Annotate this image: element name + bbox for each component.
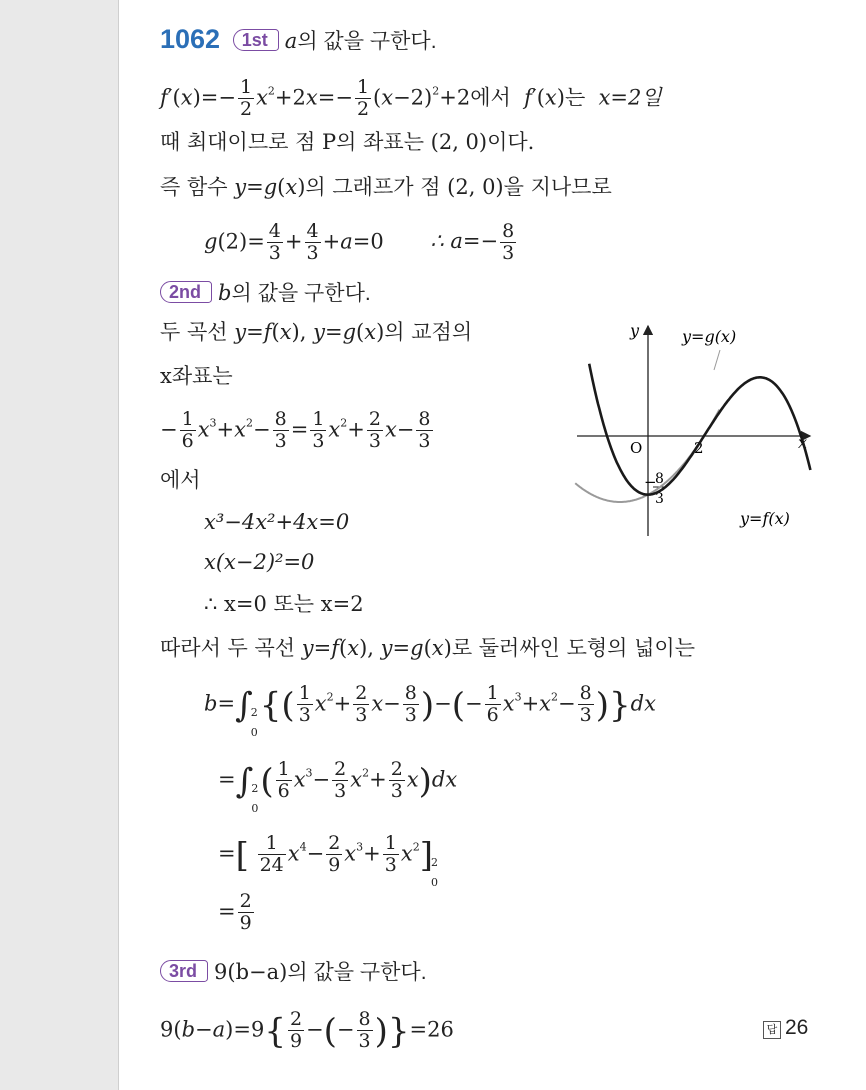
intersection-equation: − $\frac{1}{6}$ $x^3+x^2-$ $\frac{8}{3}$ = $\frac{1}{3}$ $x^2+$ $\frac{2}{3}$ x− $\frac{8}{3}$ <box>160 408 431 452</box>
integral-step2: =∫ 2 0 ( $\frac{1}{6}$ $x^3-$ $\frac{2}{3}$ $x^2+$ $\frac{2}{3}$ x)dx <box>218 758 458 816</box>
integral-step1: b=∫ 2 0 {( $\frac{1}{3}$ $x^2+$ $\frac{2}{3}$ x− $\frac{8}{3}$ )−(− $\frac{1}{6}$ $x^3+x^2-$ $\frac{8}{3}$ )}dx <box>204 682 656 740</box>
cubic-eq: x³−4x²+4x=0 <box>204 510 350 534</box>
text-two-curves: 두 곡선 <box>160 320 228 344</box>
g2-equation: g(2)= $\frac{4}{3}$ + $\frac{4}{3}$ +a=0 ∴ a=− $\frac{8}{3}$ <box>204 220 515 264</box>
text-passes: 의 그래프가 점 (2, 0)을 지나므로 <box>305 175 612 199</box>
problem-header <box>160 26 437 53</box>
step3-title: 의 값을 구한다. <box>287 961 427 984</box>
y-axis-label: y <box>630 321 640 340</box>
step2-header <box>154 281 371 304</box>
solution-content <box>160 0 820 1090</box>
step-badge-3rd: 3rd <box>160 960 208 982</box>
step1-title: 의 값을 구한다. <box>297 30 437 53</box>
text-area-b: 로 둘러싸인 도형의 넓이는 <box>451 636 695 660</box>
problem-number: 1062 <box>160 24 221 54</box>
step1-var: a <box>284 29 298 53</box>
svg-text:−: − <box>644 473 657 491</box>
step3-expr: 9(b−a) <box>214 960 288 984</box>
margin-divider <box>118 0 119 1090</box>
step2-title: 의 값을 구한다. <box>231 282 371 305</box>
label-g-pointer <box>714 350 720 370</box>
curve-f <box>589 364 810 495</box>
step3-header <box>154 960 427 983</box>
passes-line: 즉 함수 y=g(x)의 그래프가 점 (2, 0)을 지나므로 <box>160 175 612 199</box>
function-graph <box>572 318 822 543</box>
final-equation: 9(b−a)=9{ $\frac{2}{9}$ −(− $\frac{8}{3}$ )}=26 <box>160 1008 454 1052</box>
text-neun: 는 <box>564 85 586 110</box>
x-axis-label: x <box>798 433 808 452</box>
step2-var: b <box>218 281 232 305</box>
label-g: y=g(x) <box>682 327 737 346</box>
integral-result: = $\frac{2}{9}$ <box>218 890 252 934</box>
label-f: y=f(x) <box>740 509 790 528</box>
y-tick-num: 8 <box>655 471 664 487</box>
left-margin-band <box>0 0 118 1090</box>
text-area-a: 따라서 두 곡선 <box>160 636 296 660</box>
text-func: 즉 함수 <box>160 175 228 199</box>
integral-step3: =[ $\frac{1}{24}$ $x^4-$ $\frac{2}{9}$ $x^3+$ $\frac{1}{3}$ $x^2$] 2 0 <box>218 832 438 890</box>
max-point-line: 때 최대이므로 점 P의 좌표는 (2, 0)이다. <box>160 130 535 154</box>
intersect-line: 두 곡선 y=f(x), y=g(x)의 교점의 <box>160 320 473 344</box>
answer-label: 답 <box>763 1021 781 1039</box>
area-intro-line: 따라서 두 곡선 y=f(x), y=g(x)로 둘러싸인 도형의 넓이는 <box>160 636 695 660</box>
roots-eq: ∴ x=0 또는 x=2 <box>204 592 364 616</box>
y-tick-den: 3 <box>655 491 664 507</box>
origin-label: O <box>630 439 643 457</box>
step-badge-1st: 1st <box>233 29 279 51</box>
text-x2: x=2일 <box>598 85 662 110</box>
a-result: ∴ a=− <box>430 229 499 254</box>
text-intersect: 의 교점의 <box>384 320 473 344</box>
text-eseo: 에서 <box>470 85 511 110</box>
factored-eq: x(x−2)²=0 <box>204 550 315 574</box>
derivative-line: f′(x)=− $\frac{1}{2}$ $x^2+2x=-$ $\frac{1}{2}$ $(x-2)^2+2$에서 f′(x)는 x=2일 <box>160 76 662 120</box>
eseo-line: 에서 <box>160 468 201 492</box>
answer <box>763 1016 808 1040</box>
x-coord-line: x좌표는 <box>160 364 233 388</box>
answer-value: 26 <box>785 1016 809 1039</box>
step-badge-2nd: 2nd <box>160 281 212 303</box>
x-tick-2: 2 <box>694 439 704 457</box>
